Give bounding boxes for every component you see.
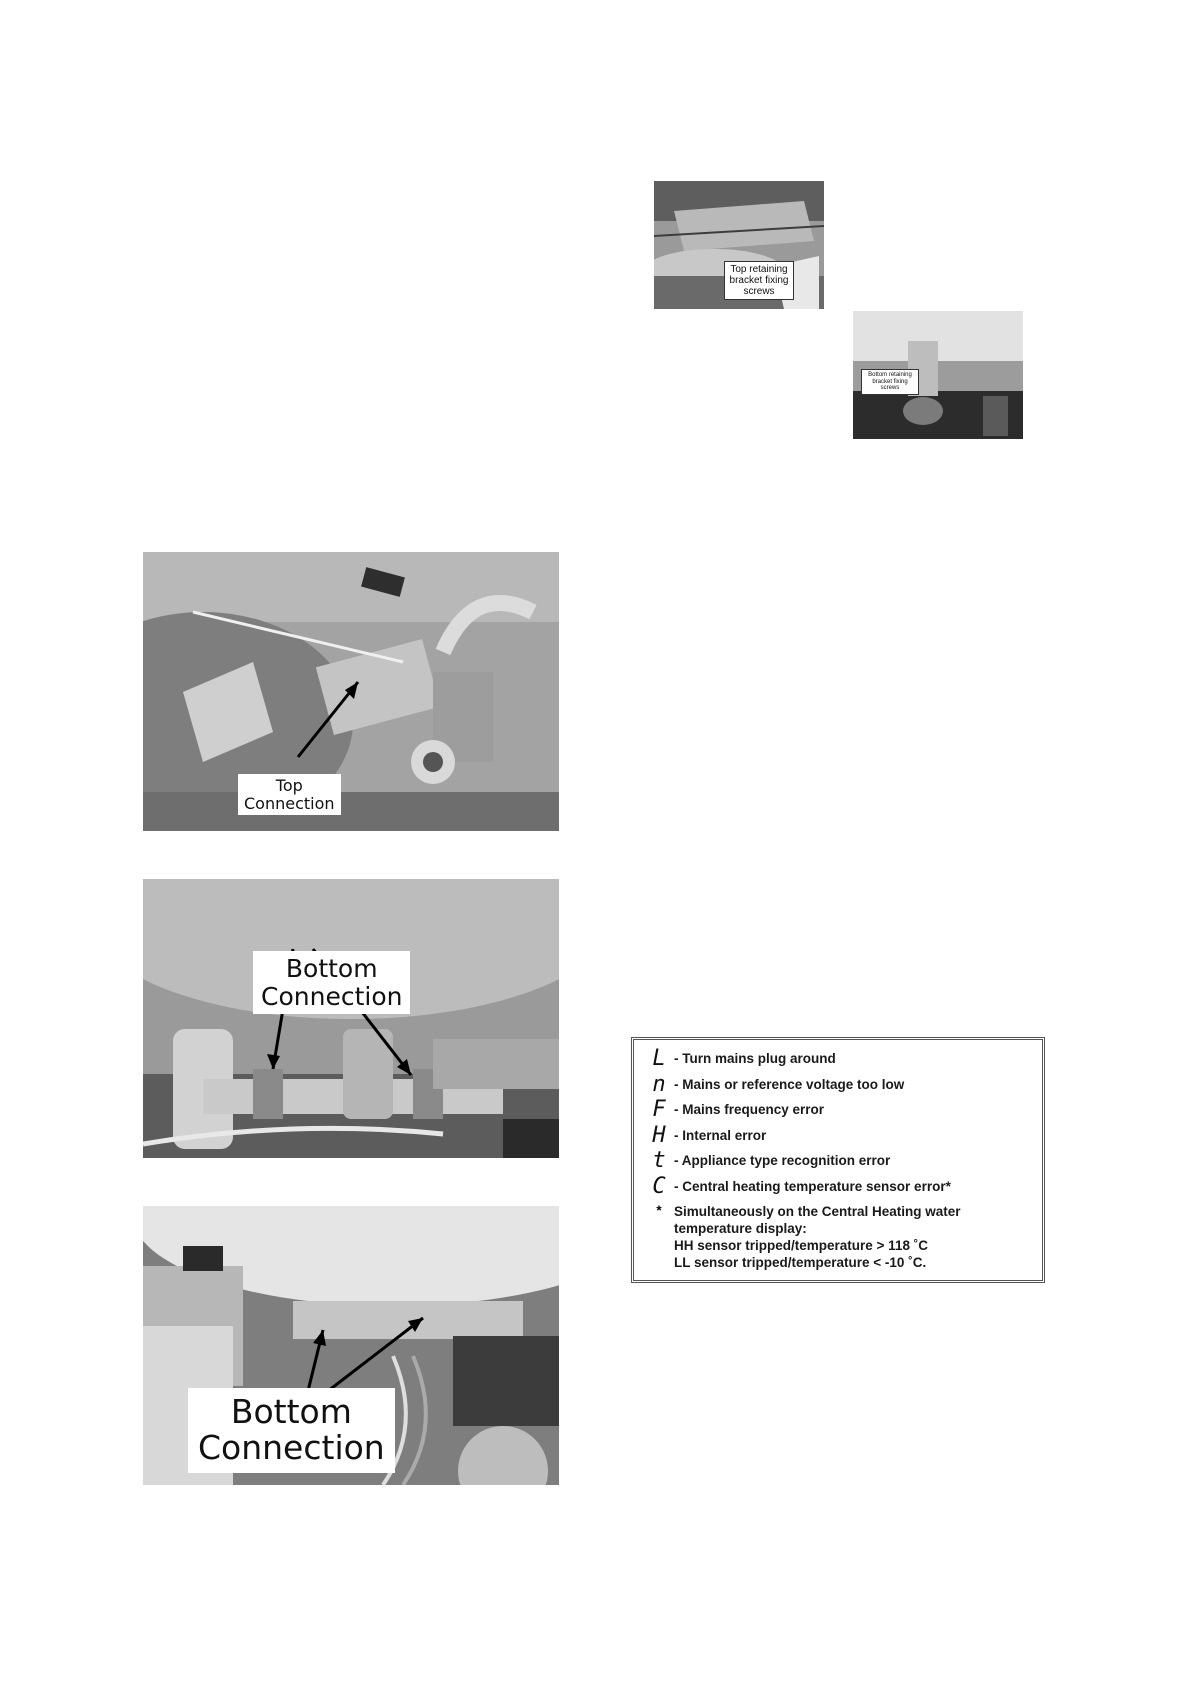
callout-line: Top retaining [730, 264, 788, 275]
error-code-glyph: n [652, 1071, 666, 1097]
photo-top-connection-image [143, 552, 559, 831]
callout-line: Bottom retaining [868, 372, 912, 378]
error-code-footnote [644, 1203, 1032, 1271]
footnote-body [674, 1203, 961, 1271]
callout-line: Connection [261, 981, 403, 1011]
error-code-row [644, 1174, 1032, 1200]
error-code-glyph: t [652, 1148, 666, 1174]
error-code-row [644, 1148, 1032, 1174]
photo-bottom-connection-1 [143, 879, 559, 1158]
error-code-row [644, 1123, 1032, 1149]
callout-line: Connection [198, 1428, 385, 1468]
photo-bottom-connection-2 [143, 1206, 559, 1485]
error-code-glyph: L [652, 1046, 666, 1072]
photo-top-connection [143, 552, 559, 831]
error-code-glyph: C [652, 1173, 666, 1199]
callout-line: bracket fixing [729, 275, 789, 286]
error-code-glyph: H [652, 1122, 666, 1148]
error-code-row [644, 1097, 1032, 1123]
top-bracket-callout [724, 261, 794, 300]
footnote-line: Simultaneously on the Central Heating water [674, 1204, 961, 1219]
callout-line: screws [743, 286, 775, 297]
footnote-line: HH sensor tripped/temperature > 118 ˚C [674, 1238, 928, 1253]
photo-top-retaining-bracket [654, 181, 824, 309]
top-connection-callout [238, 774, 341, 815]
footnote-marker: * [656, 1203, 662, 1218]
bottom-bracket-callout [861, 369, 919, 395]
footnote-line: temperature display: [674, 1221, 807, 1236]
callout-line: Bottom [285, 954, 378, 983]
error-code-description: - Internal error [674, 1127, 767, 1143]
photo-bottom-retaining-bracket [853, 311, 1023, 439]
footnote-line: LL sensor tripped/temperature < -10 ˚C. [674, 1255, 927, 1270]
error-code-description: - Mains or reference voltage too low [674, 1076, 905, 1092]
error-code-description: - Appliance type recognition error [674, 1153, 891, 1169]
error-code-glyph: F [652, 1097, 666, 1123]
error-code-row [644, 1072, 1032, 1098]
error-code-description: - Central heating temperature sensor error* [674, 1178, 951, 1194]
error-code-description: - Mains frequency error [674, 1102, 825, 1118]
bottom-connection-2-callout [188, 1388, 395, 1473]
error-code-row [644, 1046, 1032, 1072]
callout-line: Top [275, 776, 303, 795]
callout-line: Bottom [230, 1392, 352, 1431]
callout-line: screws [880, 385, 900, 392]
error-code-table [631, 1037, 1045, 1283]
photo-bottom-connection-1-image [143, 879, 559, 1158]
callout-line: Connection [244, 793, 335, 813]
error-code-description: - Turn mains plug around [674, 1051, 836, 1067]
callout-line: bracket fixing [872, 378, 908, 385]
bottom-connection-1-callout [253, 951, 410, 1014]
